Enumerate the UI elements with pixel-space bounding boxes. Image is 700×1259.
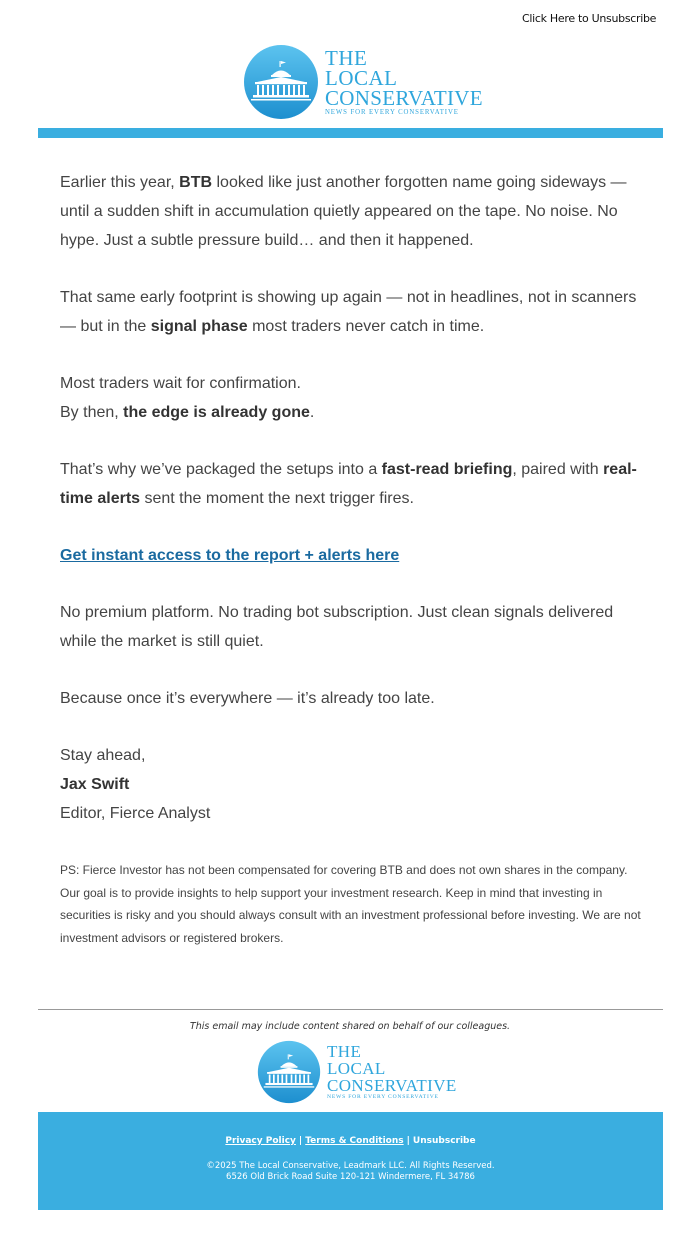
brand-wordmark xyxy=(325,45,483,117)
unsubscribe-link-top[interactable]: Click Here to Unsubscribe xyxy=(522,12,657,25)
footer-links xyxy=(38,1136,663,1146)
brand-tagline: NEWS FOR EVERY CONSERVATIVE xyxy=(327,1094,439,1101)
p3-bold: the edge is already gone xyxy=(123,404,310,421)
p4-bold-2: real-time alerts xyxy=(60,461,637,507)
capitol-building-icon xyxy=(257,1040,321,1104)
paragraph-3 xyxy=(60,369,650,427)
link-separator: | xyxy=(298,1136,303,1146)
brand-line-3: CONSERVATIVE xyxy=(325,85,483,110)
brand-logo-footer[interactable] xyxy=(257,1040,457,1104)
paragraph-1 xyxy=(60,168,650,255)
header-accent-bar xyxy=(38,128,663,138)
brand-line-2: LOCAL xyxy=(327,1059,386,1079)
p4-text-mid: , paired with xyxy=(512,461,604,478)
address: 6526 Old Brick Road Suite 120-121 Windermere, FL 34786 xyxy=(226,1172,475,1182)
p4-text-pre: That’s why we’ve packaged the setups into a xyxy=(60,461,382,478)
brand-line-3: CONSERVATIVE xyxy=(327,1076,457,1096)
p4-bold-1: fast-read briefing xyxy=(381,461,513,478)
p1-text-post: looked like just another forgotten name going sideways — until a sudden shift in accumulation quietly appeared on the tape. No noise. No hype. Just a subtle pressure build… and then it happened. xyxy=(60,174,627,249)
p3-text-post: . xyxy=(309,404,315,421)
p3-text-pre: By then, xyxy=(60,404,124,421)
terms-link[interactable]: Terms & Conditions xyxy=(305,1136,404,1146)
brand-tagline: NEWS FOR EVERY CONSERVATIVE xyxy=(325,108,459,116)
brand-line-1: THE xyxy=(325,45,368,70)
p2-text-pre: That same early footprint is showing up again — not in headlines, not in scanners — but in the xyxy=(60,289,637,335)
p3-line-1: Most traders wait for confirmation. xyxy=(60,375,301,392)
copyright: ©2025 The Local Conservative, Leadmark LLC. All Rights Reserved. xyxy=(206,1161,495,1171)
brand-wordmark-footer xyxy=(327,1043,457,1101)
colleagues-note: This email may include content shared on behalf of our colleagues. xyxy=(189,1021,511,1032)
unsubscribe-link-footer[interactable]: Unsubscribe xyxy=(412,1136,476,1146)
brand-logo[interactable] xyxy=(243,44,483,120)
p2-bold: signal phase xyxy=(150,318,248,335)
p1-ticker: BTB xyxy=(179,174,213,191)
cta-link[interactable]: Get instant access to the report + alerts here xyxy=(60,547,400,564)
privacy-policy-link[interactable]: Privacy Policy xyxy=(225,1136,296,1146)
footer-divider xyxy=(38,1009,663,1010)
author-title: Editor, Fierce Analyst xyxy=(60,805,211,822)
capitol-building-icon xyxy=(243,44,319,120)
link-separator: | xyxy=(406,1136,410,1146)
cta-paragraph xyxy=(60,541,650,570)
brand-line-1: THE xyxy=(327,1042,362,1062)
signature xyxy=(60,741,650,828)
paragraph-2 xyxy=(60,283,650,341)
brand-line-2: LOCAL xyxy=(325,65,398,90)
email-body xyxy=(60,168,650,856)
paragraph-5: No premium platform. No trading bot subscription. Just clean signals delivered while the market is still quiet. xyxy=(60,604,614,650)
disclaimer: PS: Fierce Investor has not been compensated for covering BTB and does not own shares in the company. Our goal is to provide insights to help support your investment research. Keep in mind that investing in securities is risky and you should always consult with an investment professional before investing. We are not investment advisors or registered brokers. xyxy=(60,863,641,945)
signoff: Stay ahead, xyxy=(60,747,146,764)
p2-text-post: most traders never catch in time. xyxy=(247,318,485,335)
footer-legal xyxy=(38,1161,663,1183)
paragraph-6: Because once it’s everywhere — it’s already too late. xyxy=(60,690,435,707)
paragraph-4 xyxy=(60,455,650,513)
footer-panel xyxy=(38,1112,663,1210)
p1-text-pre: Earlier this year, xyxy=(60,174,180,191)
author-name: Jax Swift xyxy=(60,776,130,793)
p4-text-post: sent the moment the next trigger fires. xyxy=(140,490,414,507)
